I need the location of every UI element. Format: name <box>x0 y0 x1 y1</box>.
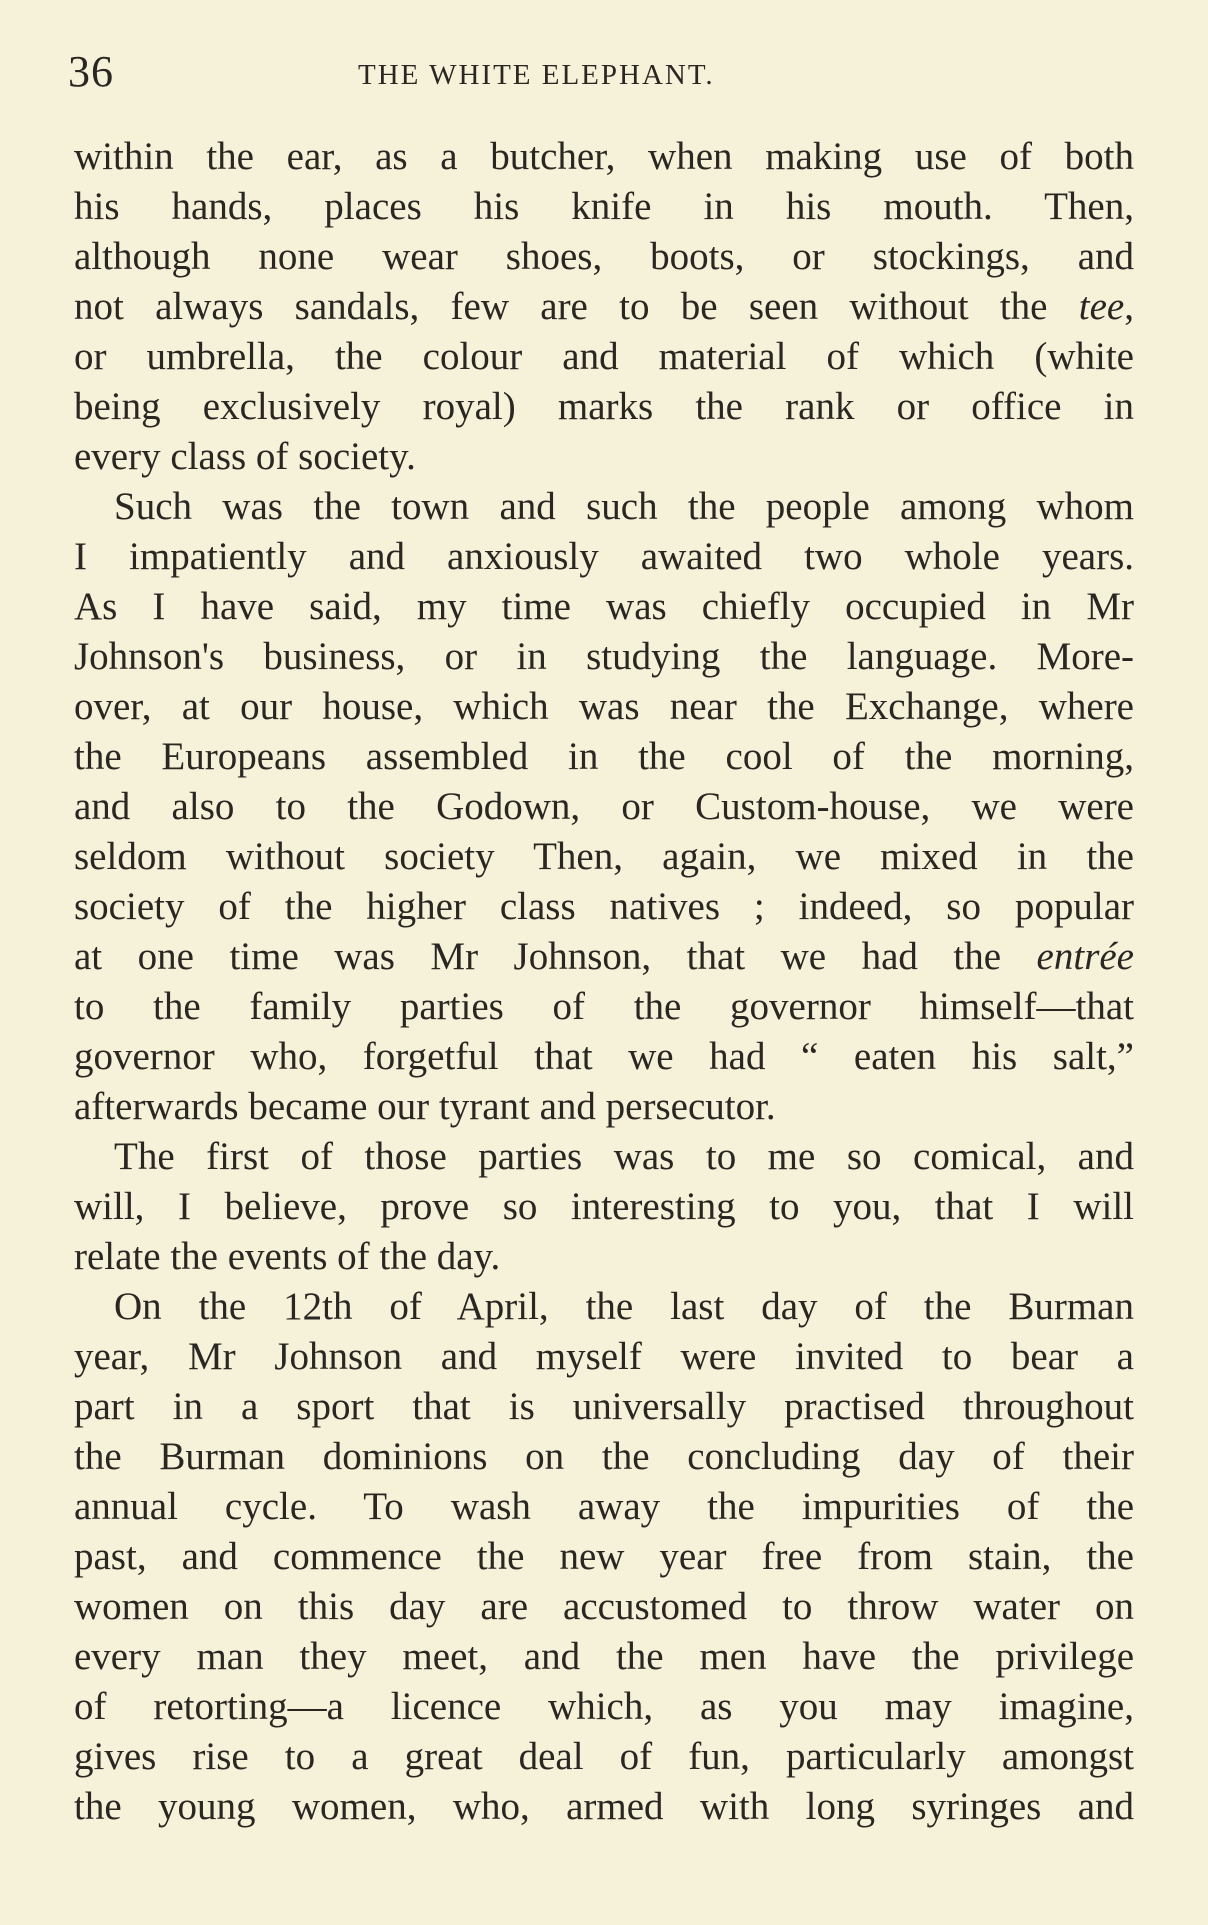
text-segment: year, Mr Johnson and myself were invited to bear a <box>74 1335 1134 1378</box>
text-segment: his hands, places his knife in his mouth. Then, <box>74 185 1134 228</box>
text-segment: relate the events of the day. <box>74 1235 501 1278</box>
text-segment: Such was the town and such the people among whom <box>114 485 1134 528</box>
text-segment: every man they meet, and the men have the privilege <box>74 1635 1134 1678</box>
text-segment: Johnson's business, or in studying the language. More- <box>74 635 1134 678</box>
text-line <box>74 1632 1134 1682</box>
italic-word: tee <box>1078 285 1125 328</box>
text-segment: the young women, who, armed with long syringes and <box>74 1785 1134 1828</box>
text-line <box>74 832 1134 882</box>
text-segment: part in a sport that is universally practised throughout <box>74 1385 1134 1428</box>
text-line <box>74 232 1134 282</box>
text-line <box>74 1532 1134 1582</box>
text-segment: over, at our house, which was near the Exchange, where <box>74 685 1134 728</box>
text-segment: the Europeans assembled in the cool of the morning, <box>74 735 1134 778</box>
text-line <box>74 632 1134 682</box>
text-line <box>74 982 1134 1032</box>
text-line <box>74 1432 1134 1482</box>
text-line <box>74 1282 1134 1332</box>
text-line <box>74 1232 1134 1282</box>
text-segment: annual cycle. To wash away the impurities of the <box>74 1485 1134 1528</box>
text-line <box>74 332 1134 382</box>
text-line <box>74 532 1134 582</box>
text-segment: governor who, forgetful that we had “ eaten his salt,” <box>74 1035 1134 1078</box>
text-line <box>74 1682 1134 1732</box>
body-text <box>74 132 1134 1832</box>
text-segment: The first of those parties was to me so comical, and <box>114 1135 1134 1178</box>
text-segment: will, I believe, prove so interesting to you, that I will <box>74 1185 1134 1228</box>
running-title: THE WHITE ELEPHANT. <box>358 59 715 91</box>
text-segment: , <box>1124 285 1134 328</box>
text-line <box>74 1332 1134 1382</box>
text-segment: past, and commence the new year free from stain, the <box>74 1535 1134 1578</box>
text-line <box>74 1032 1134 1082</box>
text-segment: and also to the Godown, or Custom-house, we were <box>74 785 1134 828</box>
text-segment: As I have said, my time was chiefly occupied in Mr <box>74 585 1134 628</box>
text-line <box>74 1082 1134 1132</box>
text-line <box>74 282 1134 332</box>
text-line <box>74 182 1134 232</box>
text-segment: or umbrella, the colour and material of which (white <box>74 335 1134 378</box>
text-segment: seldom without society Then, again, we mixed in the <box>74 835 1134 878</box>
text-line <box>74 1782 1134 1832</box>
text-segment: gives rise to a great deal of fun, particularly amongst <box>74 1735 1134 1778</box>
text-line <box>74 1132 1134 1182</box>
text-segment: On the 12th of April, the last day of the Burman <box>114 1285 1134 1328</box>
text-line <box>74 482 1134 532</box>
text-line <box>74 1582 1134 1632</box>
text-segment: of retorting—a licence which, as you may imagine, <box>74 1685 1134 1728</box>
text-segment: women on this day are accustomed to throw water on <box>74 1585 1134 1628</box>
text-line <box>74 732 1134 782</box>
text-line <box>74 1482 1134 1532</box>
italic-word: entrée <box>1036 935 1134 978</box>
page-number: 36 <box>68 47 114 96</box>
text-segment: to the family parties of the governor himself—that <box>74 985 1134 1028</box>
text-line <box>74 432 1134 482</box>
text-line <box>74 382 1134 432</box>
text-line <box>74 1382 1134 1432</box>
text-line <box>74 1732 1134 1782</box>
text-segment: within the ear, as a butcher, when making use of both <box>74 135 1134 178</box>
text-line <box>74 132 1134 182</box>
text-line <box>74 932 1134 982</box>
text-segment: not always sandals, few are to be seen without the <box>74 285 1079 328</box>
text-line <box>74 682 1134 732</box>
text-line <box>74 882 1134 932</box>
text-segment: society of the higher class natives ; indeed, so popular <box>74 885 1134 928</box>
text-line <box>74 582 1134 632</box>
text-segment: every class of society. <box>74 435 416 478</box>
text-segment: at one time was Mr Johnson, that we had the <box>74 935 1037 978</box>
text-segment: the Burman dominions on the concluding day of their <box>74 1435 1134 1478</box>
text-segment: afterwards became our tyrant and persecutor. <box>74 1085 776 1128</box>
page-header <box>68 42 1133 102</box>
text-line <box>74 1182 1134 1232</box>
text-segment: although none wear shoes, boots, or stockings, and <box>74 235 1134 278</box>
text-line <box>74 782 1134 832</box>
text-segment: I impatiently and anxiously awaited two whole years. <box>74 535 1134 578</box>
text-segment: being exclusively royal) marks the rank or office in <box>74 385 1134 428</box>
